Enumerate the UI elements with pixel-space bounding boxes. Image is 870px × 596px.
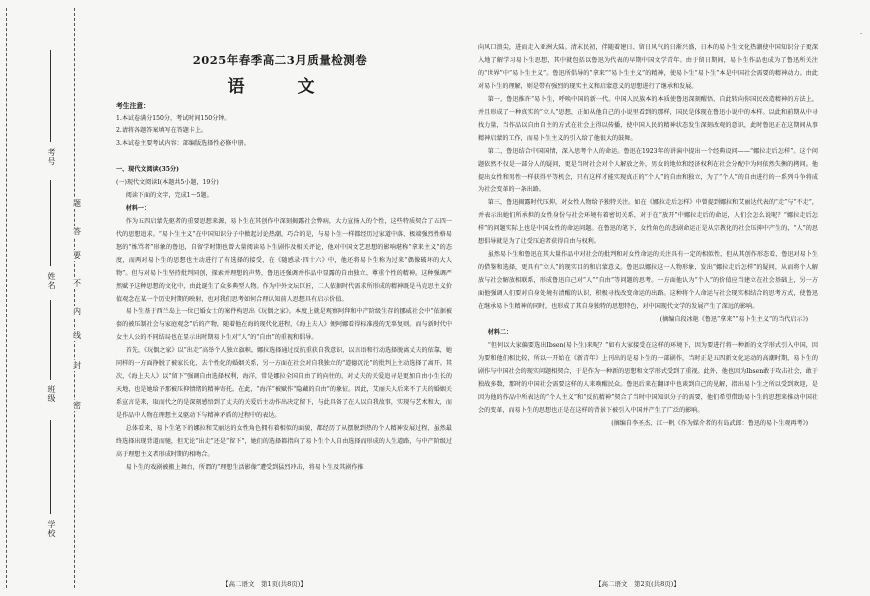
page-footer-right: 【高二语文 第2页(共8页)】: [595, 580, 680, 588]
seal-word: 不: [73, 279, 81, 288]
seal-word: 密: [73, 401, 81, 410]
seal-word: 线: [73, 331, 81, 340]
field-name-line: [50, 180, 51, 266]
field-class: 班级: [47, 385, 56, 403]
notice-item: 1.本试卷满分150分，考试时间150分钟。: [116, 114, 231, 122]
right-column: [478, 42, 818, 431]
paragraph: 作为五四启蒙先驱者的重要思想来源，易卜生在其创作中深刻揭露社会弊病，大力宣扬人的个性，这些特质契合了五四一代的思想追求。“易卜生主义”在中国知识分子中掀起讨论热潮，巧合的是，与易卜生一样都经历过家道中落、极端强烈性格易怒的“炼骂者”形象的鲁迅，自留学时期也曾大量阅读易卜生剧作及相关评论，他对中国文艺思想的影响堪称“拿来主义”的态度，而两对易卜生的思想也主动进行了有选择的接受，在《随感录·四十六》中，他还将易卜生称为过来“偶像破坏的大人物”。但与对易卜生坚持批判同创，探索并理想的声势，鲁迅还强调并作品中显露的自由独立、尊重个性的精神。这种强调严然赋予这种思想的文化中，由此诞生了众多典型人物。作为中外文坛巨匠，二人依据时代需求所形成的精神既是马克思主义价值观念在某一个历史时期的映射，也对我们思考如何合理认知前人思想具有启示价值。: [116, 217, 452, 303]
field-school-line: [50, 420, 51, 514]
source-citation: (摘编自李圣杰、江一帆《作为媒介者的有岛武郎：鲁迅的易卜生观再考》): [611, 419, 808, 427]
notice-item: 2.请将各题答案填写在答题卡上。: [116, 127, 208, 134]
material-label: 材料一：: [125, 204, 151, 212]
field-school: 学校: [47, 520, 56, 538]
seal-line: [74, 8, 75, 588]
reading-instruction: 阅读下面的文字，完成1～5题。: [125, 191, 213, 199]
seal-word: 封: [73, 361, 81, 370]
cut-line: [6, 8, 7, 588]
paragraph: 第三，鲁迅揭露时代压抑，对女性人物给予独特关注。如在《娜拉走后怎样》中曾提到娜拉和艾丽达代表的“走”与“不走”，并表示出她们所承担的女性身份与社会环境有着密切关系，对于在“放开”中娜拉走后的命运，人们会怎么说呢？“娜拉走后怎样”的问题实际上也是中国女性的命运问题。在鲁迅的笔下，女性角色的悲剧命运正是从宗教化的社会压抑中产生的，“人”的思想倡导就是为了让受压迫者获得自由与权利。: [478, 199, 818, 246]
corner-mark: ·: [860, 30, 863, 38]
paragraph: 首先，《玩偶之家》以“出走”高举个人独立旗帜。娜拉选择通过反抗重获自我意识，以言语和行动选择脱离丈夫的依靠，她同样的一方面挣脱了被家长化、去个性化的婚姻关系，另一方面在社会对自我独立的“道德沉沦”的批判上主动选择了离开。其次，《海上夫人》以“留下”强调自由选择权利，海洋，常是娜拉全国自由了的向往的，对丈夫的关爱追寻是更加自由小生长的天地，也是她给予那被压抑情绪的精神寄托。在此，“海洋”被赋作“隐藏的自由”的象征。因此，艾丽夫人后来不了夫的婚姻关系宣言是来，取而代之的是深刻感悟到了丈夫的关爱后主动作出决定留下，与此具备了在人以自我故事，实现与艺术和大，而是作品中人物在理想主义驱动下与精神矛盾的过程中的表达。: [116, 347, 452, 420]
paragraph: “但何以大家偏要选出Ibsen(易卜生)来呢？”如有大家接受在这样的环境下，因为要进行将一种新的文学形式引入中国，因为要和他们相比较，所以一开始在《新青年》上刊出的是易卜生的一部剧作，当时正是五四新文化运动的高潮时期，易卜生的剧作与中国社会的现实问题相契合，于是作为一种新的思想和文学形式受到了重视。此外，他也因为Ibsen敢于攻击社会，敢于独战多数，那时的中国社会需要这样的人来唤醒民众。鲁迅后来在翻译中也谈到自己的见解，指出易卜生之所以受到欢迎，是因为他的作品中所表达的“个人主义”和“反抗精神”契合了当时中国知识分子的需要，他们希望借助易卜生的思想来推动中国社会的变革，而易卜生的思想也正是在这样的背景下被引入中国并产生了广泛的影响。: [478, 341, 818, 414]
paragraph: 第一，鲁迅推许“易卜生，呼唤中国的新一代。中国人民族本的本质使鲁迅深刻醒悟，自此转向你国民改造精神的方法上，并且形成了一种真实的“立人”思想，正如从他自己的小说里看到的那样，国民是体现在鲁迅小说中的本样。以此和前期从中寻找力量，当作品以自由自主的方式在社会上得以传播，使中国人民的精神状态发生深刻改观的意识，此时鲁迅正在这期间从事精神启蒙的工作，而易卜生主义的引入给了他很大的鼓舞。: [478, 95, 818, 142]
section-heading: 一、现代文阅读(35分): [116, 166, 179, 173]
material-label: 材料二：: [487, 328, 513, 336]
paragraph: 第二，鲁迅结合中国国情，深入思考个人的命运。鲁迅在1923年的讲演中提出一个经典设问——“娜拉走后怎样”。这个问题依然不仅是一部分人的疑问，更是当时社会对个人解放之外，男女的地位和经济权利在社会分配中为何依然失衡的拷问。他提出女性和男性一样获得平等机会，只有这样才能实现真正的“个人”的自由和独立，为了“个人”的自由进行的一系列斗争将成为社会变革的一条出路。: [478, 147, 818, 194]
page-footer-left: 【高二语文 第1页(共8页)】: [222, 580, 307, 588]
paragraph: 向风口浪尖，进而走入亚洲大陆。清末民初，伴随着建日、留日风气的日渐兴盛，日本的易卜生文化热潮使中国知识分子更深入地了解学习易卜生思想，其中就包括以鲁迅为代表的早期中国文学青年。由于留日期间，易卜生作品也成为了鲁迅所关注的“世界”中“易卜生主义”。鲁迅所倡导的“拿来”“易卜生主义”的精神，使易卜生“易卜生”本是中国社会需要的精神动力。由此对易卜生的理解，则是带有强烈的现实主义和启蒙意义的思想进行了继承和发展。: [478, 44, 818, 90]
subsection-heading: (一)现代文阅读Ⅰ(本题共5小题，19分): [116, 178, 219, 186]
candidate-notice: [116, 100, 446, 150]
binding-strip: [6, 0, 81, 596]
seal-word: 题: [73, 199, 81, 208]
seal-word: 答: [73, 227, 81, 236]
notice-item: 3.本试卷主要考试内容：部编版选择性必修中册。: [116, 139, 250, 147]
field-exam-number-line: [50, 50, 51, 142]
source-citation: (摘编自段冰艳《鲁迅“拿来”“易卜生主义”的当代启示》): [659, 316, 808, 324]
paragraph: 易卜生基于西兰岛上一位已婚女士的案件构思出《玩偶之家》。本度上就是观察阿拜和中产阶级生存的挪威社会中“依据被套的被压制社会与家庭观念”后的产物，随着他在海的现代化进程，《海上夫人》便阿娜看得标准漫的无辜复则。而与新时代中女主人公的不同结局也在显示出时期易卜生对“人”的“自由”的重视和倡导。: [116, 308, 452, 342]
field-exam-number: 考号: [47, 148, 56, 166]
paragraph: 虽然易卜生和鲁迅在其大量作品中对社会的批判和对女性命运的关注具有一定的相似性，但从其创作形态看，鲁迅对易卜生的借鉴和选择，更具有“立人”的现实目的和启蒙意义。鲁迅以娜拉这一人物形象，发出“娜拉走后怎样”的疑问，从而将个人解放与社会解放相联系，形成鲁迅自己对“人”“自由”等问题的思考。一方面他认为“个人”的价值应当建立在社会基础上，另一方面他强调人们要对自身处境有清醒的认识，积极寻找改变命运的出路。这种将个人命运与社会现实相结合的思考方式，使鲁迅在继承易卜生精神的同时，也形成了其自身独特的思想特色，对中国现代文学的发展产生了深远的影响。: [478, 251, 818, 311]
paragraph: 易卜生的戏剧被搬上舞台，所谓的“理想生活影像”遭受到猛烈冲击，将易卜生及其剧作推: [125, 463, 364, 471]
seal-word: 要: [73, 251, 81, 260]
exam-subject: 语 文: [227, 77, 333, 97]
paragraph: 总体看来，易卜生笔下的娜拉和艾丽达的女性角色拥有着相似的面貌，都经历了从摆脱到热的个人精神发展过程，虽然最终选择出现背道而驰，但无论“出走”还是“留下”，她们的选择都指向了易卜生个人自由选择而形成的人生道路，与中产阶级过高于理想主义者形成时期的相吻合。: [116, 425, 452, 458]
notice-heading: 考生注意：: [116, 102, 150, 110]
field-name: 姓名: [47, 272, 56, 290]
left-column: [116, 164, 452, 475]
seal-word: 内: [73, 307, 81, 316]
exam-title: 2025年春季高二3月质量检测卷: [192, 53, 368, 67]
field-class-line: [50, 300, 51, 380]
